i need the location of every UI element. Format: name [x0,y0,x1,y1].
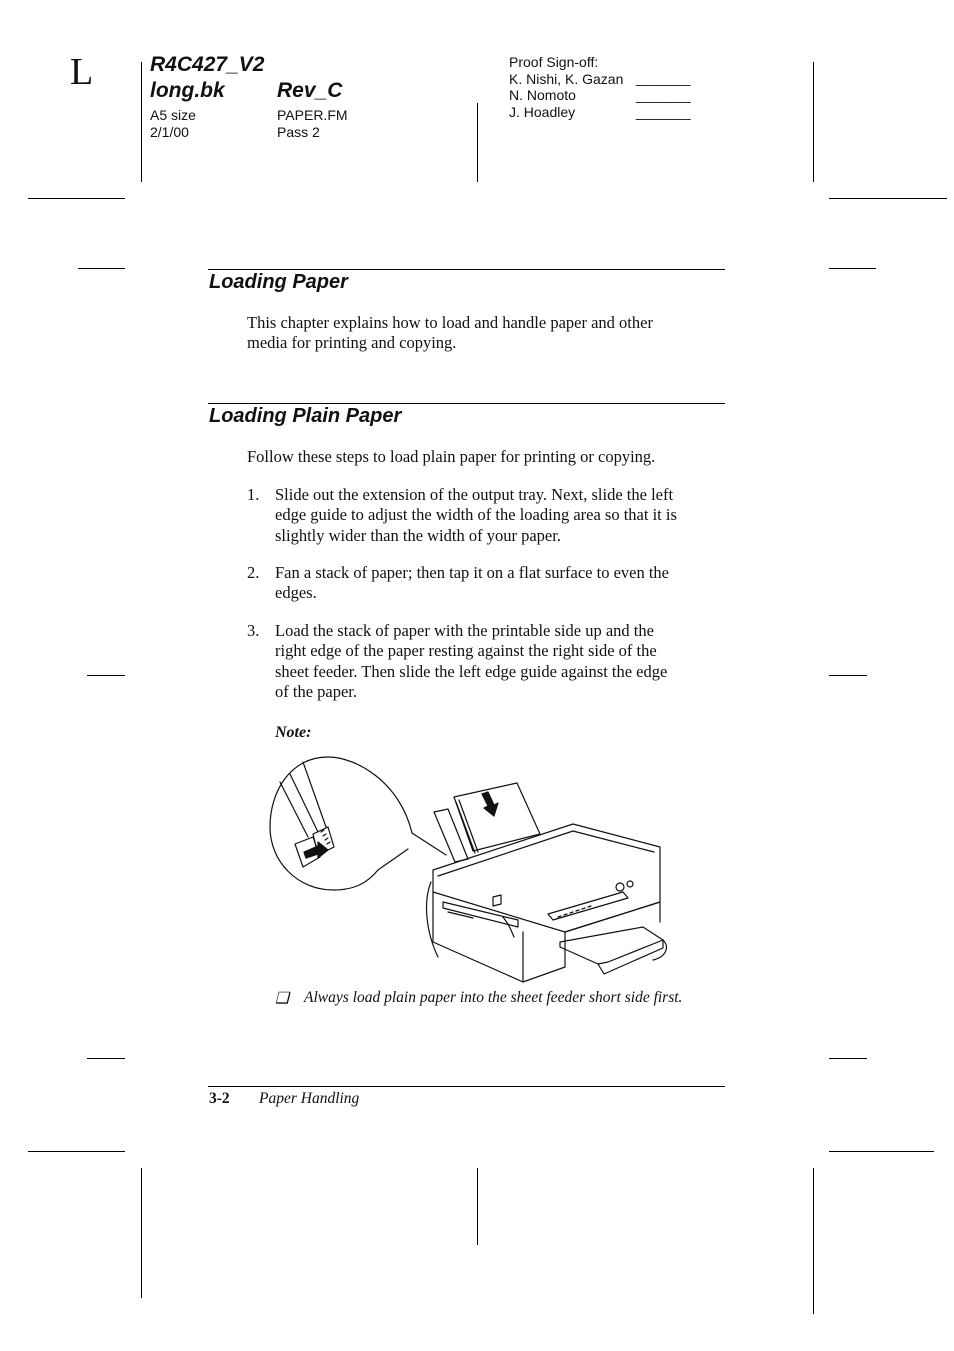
section-rule [208,269,725,270]
step-text [275,621,735,702]
note-text: Always load plain paper into the sheet feeder short side first. [304,989,683,1006]
paper-size: A5 size [150,107,196,123]
crop-mark [28,198,125,199]
text-line: slightly wider than the width of your paper. [275,525,561,545]
text-line: sheet feeder. Then slide the left edge guide against the edge [275,661,668,681]
text-line: This chapter explains how to load and handle paper and other [247,313,653,332]
crop-mark [477,103,478,182]
text-line: Slide out the extension of the output tray. Next, slide the left [275,485,674,504]
crop-mark [829,1058,867,1059]
edge-guide-detail-inset [270,757,446,890]
project-code: R4C427_V2 [150,53,265,76]
frame-file: PAPER.FM [277,107,348,123]
crop-mark [141,62,142,182]
crop-mark [78,268,125,269]
signoff-name: N. Nomoto [509,87,576,103]
step-text [275,563,735,604]
paper-stack [434,783,540,862]
page-side-letter: L [70,51,94,93]
crop-mark [813,62,814,182]
signoff-line: _______ [636,70,691,86]
printer-loading-illustration [268,752,668,987]
crop-mark [87,1058,125,1059]
note-bullet-icon: ❑ [275,990,289,1007]
text-line: of the paper. [275,681,358,701]
text-line: media for printing and copying. [247,333,457,353]
signoff-line: _______ [636,87,691,103]
crop-mark [141,1168,142,1298]
page-number: 3-2 [209,1090,230,1107]
text-line: Load the stack of paper with the printable side up and the [275,621,654,640]
text-line: edge guide to adjust the width of the loading area so that it is [275,505,677,525]
revision: Rev_C [277,79,343,102]
signoff-name: K. Nishi, K. Gazan [509,71,624,87]
printer-body [427,824,660,982]
crop-mark [87,675,125,676]
signoff-line: _______ [636,104,691,120]
step-number: 1. [247,485,260,504]
proof-signoff-title: Proof Sign-off: [509,54,599,70]
note-label: Note: [275,724,312,741]
section-rule [208,403,725,404]
footer-rule [208,1086,725,1087]
intro-paragraph [247,313,727,354]
book-file: long.bk [150,79,225,102]
crop-mark [813,1168,814,1314]
step-number: 3. [247,621,260,640]
text-line: right edge of the paper resting against the right side of the [275,641,657,661]
crop-mark [829,268,876,269]
crop-mark [829,1151,934,1152]
date: 2/1/00 [150,124,189,140]
pass: Pass 2 [277,124,320,140]
crop-mark [829,675,867,676]
intro-paragraph: Follow these steps to load plain paper for printing or copying. [247,447,656,466]
crop-mark [829,198,947,199]
output-tray [560,927,666,974]
signoff-name: J. Hoadley [509,104,576,120]
crop-mark [477,1168,478,1245]
step-text [275,485,735,546]
running-footer: Paper Handling [259,1090,360,1107]
crop-mark [28,1151,125,1152]
section-title: Loading Plain Paper [209,405,402,427]
text-line: edges. [275,583,317,603]
step-number: 2. [247,563,260,582]
text-line: Fan a stack of paper; then tap it on a flat surface to even the [275,563,670,582]
section-title: Loading Paper [209,271,348,293]
